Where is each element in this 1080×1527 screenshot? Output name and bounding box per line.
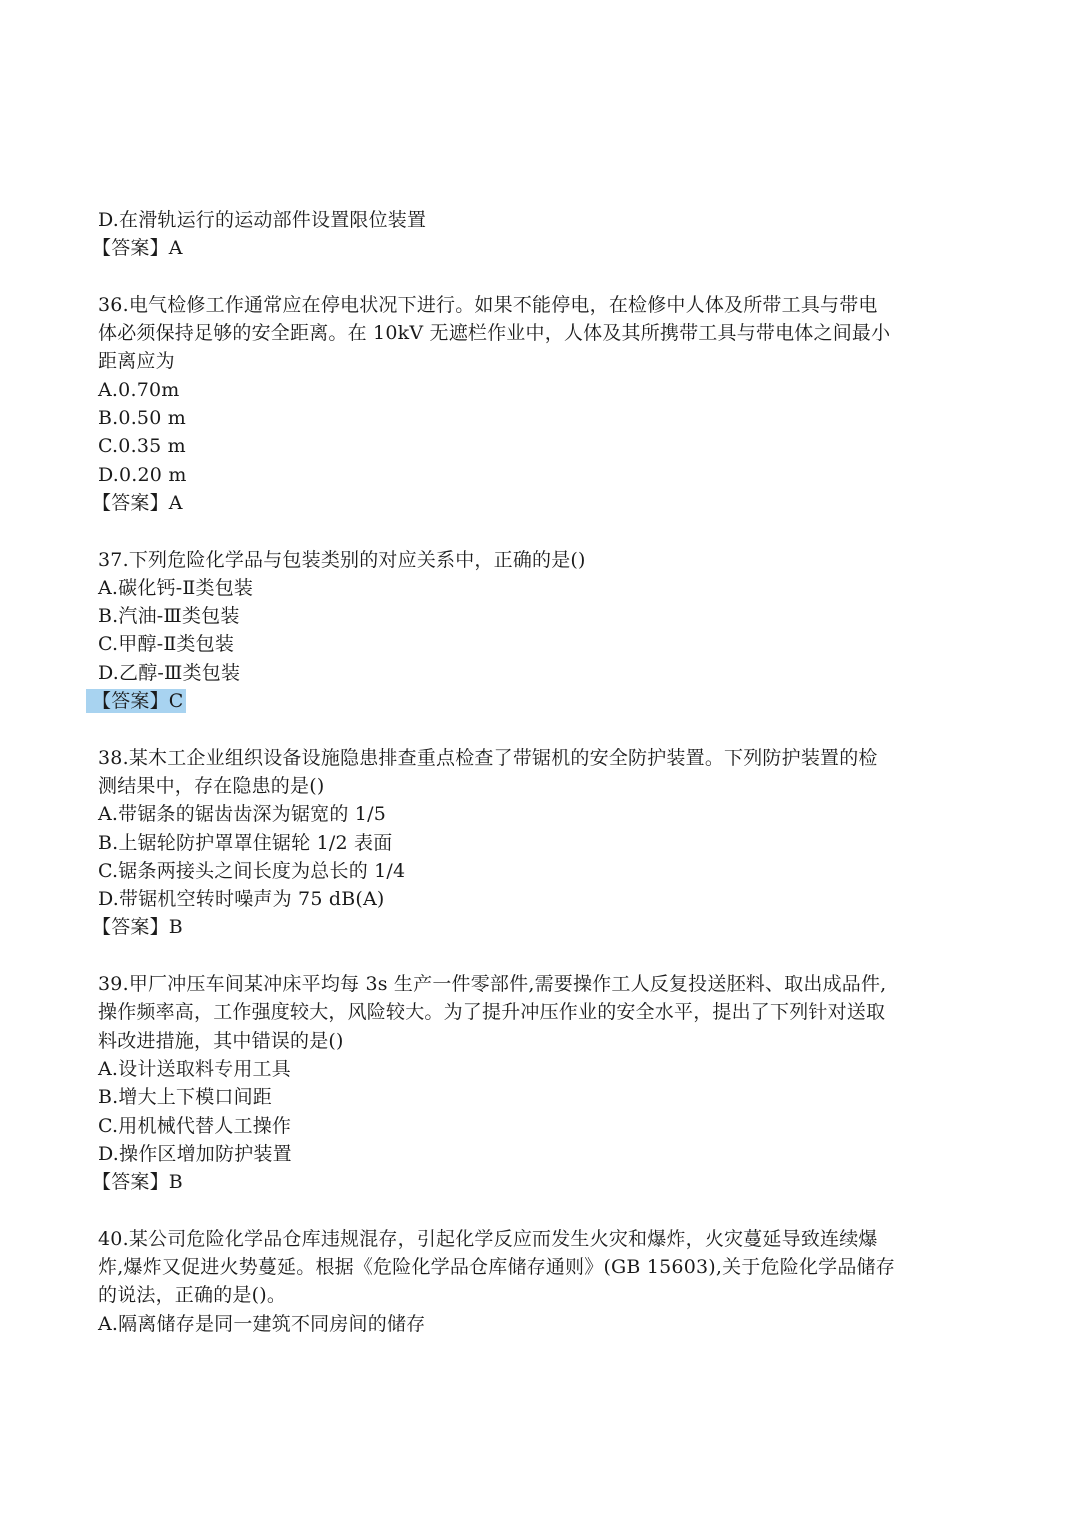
question-stem-line: 操作频率高，工作强度较大，风险较大。为了提升冲压作业的安全水平，提出了下列针对送取 xyxy=(98,1001,886,1024)
document-page xyxy=(92,206,988,1338)
option-a: A.隔离储存是同一建筑不同房间的储存 xyxy=(98,1312,426,1335)
question-stem-line: 料改进措施，其中错误的是() xyxy=(98,1029,344,1052)
question-stem-line: 37.下列危险化学品与包装类别的对应关系中，正确的是() xyxy=(98,548,586,571)
question-36 xyxy=(92,291,988,517)
answer-highlighted xyxy=(92,687,988,715)
question-stem-line: 炸,爆炸又促进火势蔓延。根据《危险化学品仓库储存通则》(GB 15603),关于危险化学品储存 xyxy=(98,1255,895,1278)
option-a: A.0.70m xyxy=(98,378,180,401)
option-c: C.用机械代替人工操作 xyxy=(98,1114,292,1137)
option-d: D.带锯机空转时噪声为 75 dB(A) xyxy=(98,888,385,911)
option-d: D.0.20 m xyxy=(98,463,187,486)
question-stem-line: 39.甲厂冲压车间某冲床平均每 3s 生产一件零部件,需要操作工人反复投送胚料、取出成品件, xyxy=(98,973,887,996)
option-b: B.增大上下模口间距 xyxy=(98,1086,273,1109)
question-stem-line: 距离应为 xyxy=(98,350,175,373)
option-a: A.碳化钙-Ⅱ类包装 xyxy=(98,576,254,599)
option-a: A.带锯条的锯齿齿深为锯宽的 1/5 xyxy=(98,803,386,826)
option-b: B.0.50 m xyxy=(98,407,186,430)
question-35-option-d: D.在滑轨运行的运动部件设置限位装置 xyxy=(98,209,427,231)
question-stem-line: 36.电气检修工作通常应在停电状况下进行。如果不能停电，在检修中人体及所带工具与带电 xyxy=(98,293,878,316)
option-d: D.操作区增加防护装置 xyxy=(98,1142,292,1165)
question-stem-line: 40.某公司危险化学品仓库违规混存，引起化学反应而发生火灾和爆炸，火灾蔓延导致连续爆 xyxy=(98,1227,878,1250)
question-stem-line: 38.某木工企业组织设备设施隐患排查重点检查了带锯机的安全防护装置。下列防护装置的检 xyxy=(98,746,878,769)
option-c: C.锯条两接头之间长度为总长的 1/4 xyxy=(98,859,406,882)
option-a: A.设计送取料专用工具 xyxy=(98,1057,291,1080)
question-stem-line: 测结果中，存在隐患的是() xyxy=(98,774,325,797)
question-40 xyxy=(98,1225,988,1338)
question-stem-line: 体必须保持足够的安全距离。在 10kV 无遮栏作业中，人体及其所携带工具与带电体之间最小 xyxy=(98,322,891,345)
question-38 xyxy=(92,744,988,942)
answer: 【答案】B xyxy=(92,916,183,939)
question-37 xyxy=(92,546,988,716)
question-stem-line: 的说法，正确的是()。 xyxy=(98,1284,287,1307)
option-b: B.汽油-Ⅲ类包装 xyxy=(98,605,240,628)
answer: 【答案】B xyxy=(92,1171,183,1194)
option-b: B.上锯轮防护罩罩住锯轮 1/2 表面 xyxy=(98,831,393,854)
question-39 xyxy=(92,970,988,1196)
highlighted-answer-text: 【答案】C xyxy=(86,689,186,713)
question-35-answer: 【答案】A xyxy=(92,237,183,260)
answer: 【答案】A xyxy=(92,491,183,514)
option-d: D.乙醇-Ⅲ类包装 xyxy=(98,661,241,684)
option-c: C.甲醇-Ⅱ类包装 xyxy=(98,633,235,656)
option-c: C.0.35 m xyxy=(98,435,186,458)
